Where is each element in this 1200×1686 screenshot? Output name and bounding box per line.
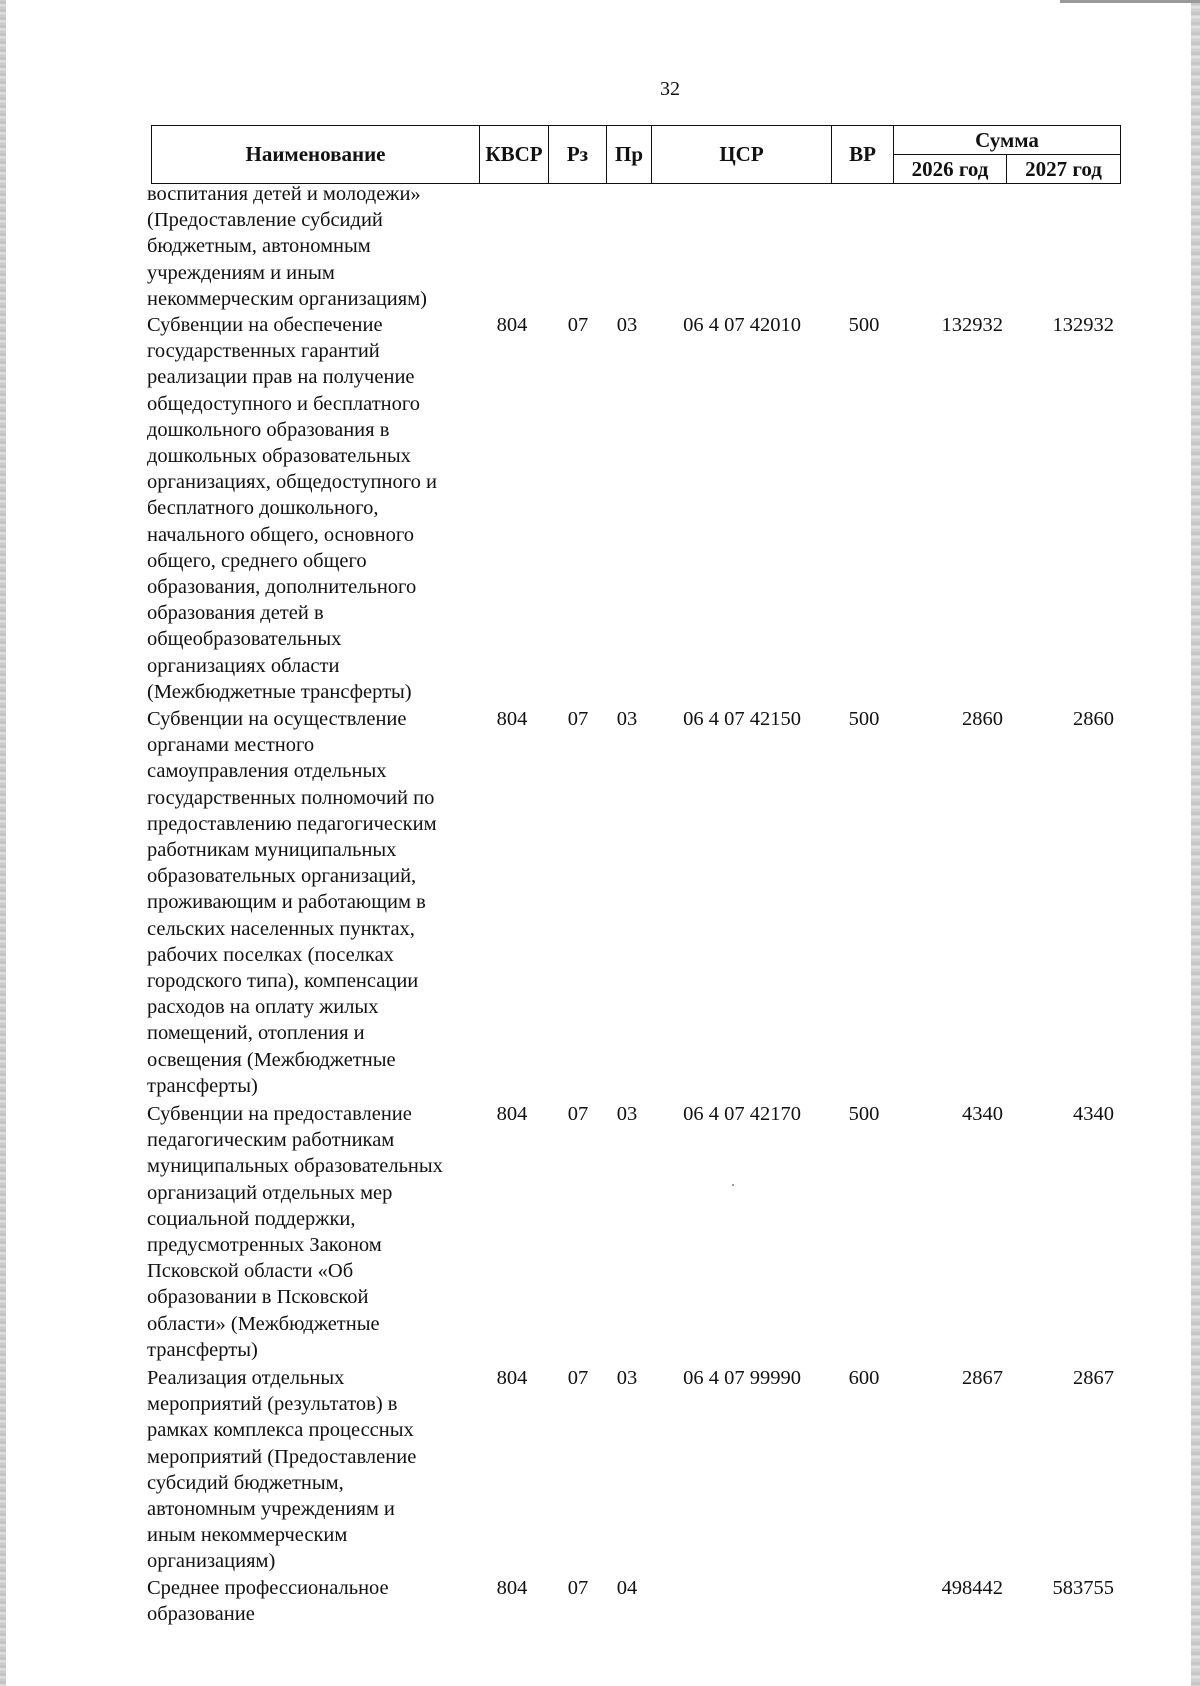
row-kvsr: 804: [496, 1103, 528, 1125]
row-sum-2026: 2860: [962, 708, 1003, 730]
row-name: Среднее профессиональное образование: [147, 1577, 389, 1626]
row-rz: 07: [567, 314, 589, 336]
row-pr: 03: [616, 1103, 638, 1125]
row-vr: 600: [848, 1367, 880, 1389]
row-kvsr: 804: [496, 314, 528, 336]
row-name: воспитания детей и молодежи» (Предоставление субсидий бюджетным, автономным учреждениям и иным некоммерческим организациям): [147, 183, 427, 310]
row-name: Субвенции на предоставление педагогическим работникам муниципальных образовательных организаций отдельных мер социальной поддержки, предусмотренных Законом Псковской области «Об образовании в Псковской области» (Межбюджетные трансферты): [147, 1103, 443, 1361]
row-pr: 03: [616, 708, 638, 730]
scan-edge-left: [0, 0, 6, 1686]
row-kvsr: 804: [496, 1577, 528, 1599]
row-rz: 07: [567, 1103, 589, 1125]
header-sum: Сумма: [894, 126, 1121, 155]
row-csr: 06 4 07 42170: [683, 1103, 801, 1125]
row-vr: 500: [848, 708, 880, 730]
scan-edge-top: [1060, 0, 1200, 3]
row-rz: 07: [567, 1367, 589, 1389]
row-name: Реализация отдельных мероприятий (результатов) в рамках комплекса процессных мероприятий (Предоставление субсидий бюджетным, автономным учреждениям и иным некоммерческим организациям): [147, 1367, 417, 1573]
row-pr: 03: [616, 1367, 638, 1389]
row-pr: 04: [616, 1577, 638, 1599]
row-pr: 03: [616, 314, 638, 336]
row-sum-2026: 132932: [941, 314, 1003, 336]
header-rz: Рз: [549, 126, 607, 184]
row-name: Субвенции на обеспечение государственных гарантий реализации прав на получение общедоступного и бесплатного дошкольного образования в дошкольных образовательных организациях, общедоступного и бесплатного дошкольного, начального общего, основного общего, среднего общего образования, дополнительного образования детей в общеобразовательных организациях области (Межбюджетные трансферты): [147, 314, 437, 703]
row-kvsr: 804: [496, 708, 528, 730]
row-sum-2027: 583755: [1052, 1577, 1114, 1599]
header-year-2027: 2027 год: [1007, 155, 1121, 184]
table-header: [151, 125, 1121, 184]
header-pr: Пр: [607, 126, 652, 184]
scan-speck: [732, 1184, 734, 1186]
row-rz: 07: [567, 1577, 589, 1599]
row-sum-2027: 2867: [1073, 1367, 1114, 1389]
header-vr: ВР: [832, 126, 894, 184]
row-vr: 500: [848, 314, 880, 336]
page-number: 32: [660, 78, 680, 100]
row-sum-2027: 132932: [1052, 314, 1114, 336]
row-csr: 06 4 07 99990: [683, 1367, 801, 1389]
row-kvsr: 804: [496, 1367, 528, 1389]
row-csr: 06 4 07 42150: [683, 708, 801, 730]
header-name: Наименование: [152, 126, 480, 184]
row-vr: 500: [848, 1103, 880, 1125]
header-csr: ЦСР: [652, 126, 832, 184]
row-sum-2027: 2860: [1073, 708, 1114, 730]
header-kvsr: КВСР: [480, 126, 549, 184]
row-sum-2027: 4340: [1073, 1103, 1114, 1125]
row-sum-2026: 498442: [941, 1577, 1003, 1599]
row-name: Субвенции на осуществление органами местного самоуправления отдельных государственных полномочий по предоставлению педагогическим работникам муниципальных образовательных организаций, проживающим и работающим в сельских населенных пунктах, рабочих поселках (поселках городского типа), компенсации расходов на оплату жилых помещений, отопления и освещения (Межбюджетные трансферты): [147, 708, 437, 1097]
scan-edge-right: [1191, 0, 1200, 1686]
row-sum-2026: 2867: [962, 1367, 1003, 1389]
row-sum-2026: 4340: [962, 1103, 1003, 1125]
header-year-2026: 2026 год: [894, 155, 1007, 184]
row-csr: 06 4 07 42010: [683, 314, 801, 336]
row-rz: 07: [567, 708, 589, 730]
